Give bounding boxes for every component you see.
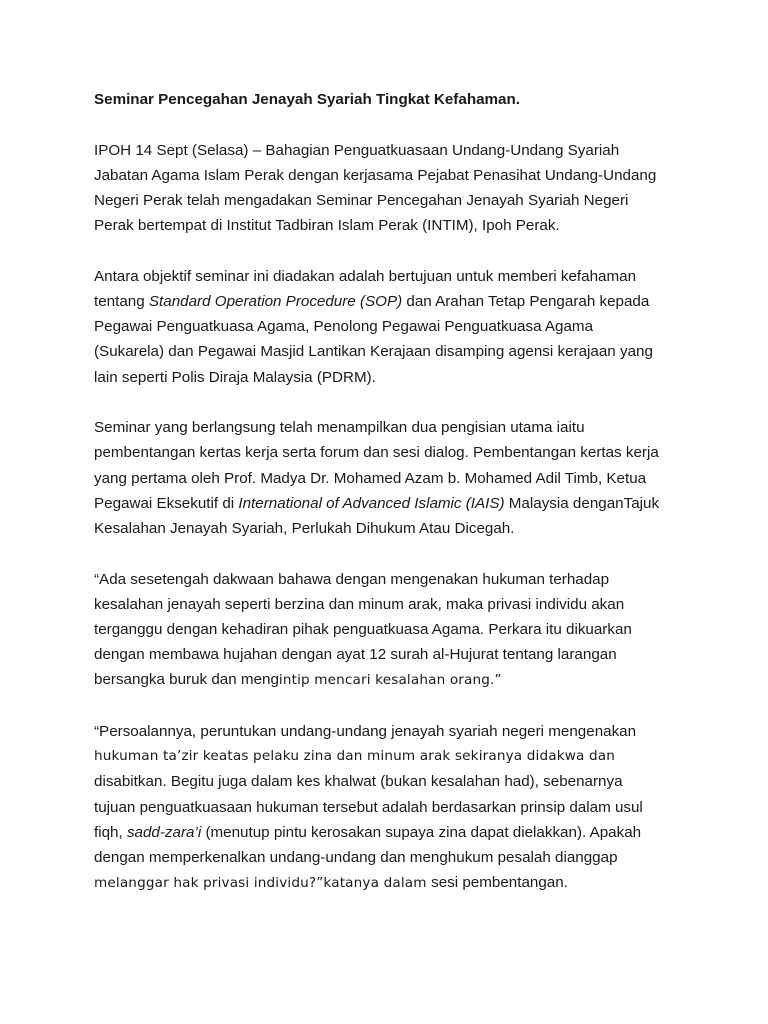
text-line: Kesalahan Jenayah Syariah, Perlukah Dihukum Atau Dicegah. (94, 520, 515, 538)
text-line (94, 820, 694, 845)
text-segment: Malaysia denganTajuk (504, 494, 660, 512)
text-line (94, 491, 694, 516)
text-segment: melanggar hak privasi individu?”katanya dalam (94, 875, 432, 892)
text-line (94, 289, 694, 314)
italic-term-sop: Standard Operation Procedure (SOP) (148, 293, 403, 310)
paragraph-quote-1 (94, 567, 694, 694)
text-line: tujuan penguatkuasaan hukuman tersebut adalah berdasarkan prinsip dalam usul (94, 798, 643, 816)
text-line: “Persoalannya, peruntukan undang-undang jenayah syariah negeri mengenakan (94, 723, 637, 741)
text-line: pembentangan kertas kerja serta forum dan sesi dialog. Pembentangan kertas kerja (94, 444, 659, 462)
text-line: Seminar yang berlangsung telah menampilkan dua pengisian utama iaitu (94, 419, 585, 437)
text-line: Perak bertempat di Institut Tadbiran Islam Perak (INTIM), Ipoh Perak. (94, 217, 560, 235)
text-segment: intip mencari kesalahan orang.” (278, 672, 502, 689)
text-line: Negeri Perak telah mengadakan Seminar Pencegahan Jenayah Syariah Negeri (94, 192, 629, 209)
italic-term-sadd-zarai: sadd-zara’i (126, 823, 202, 841)
text-line: dengan membawa hujahan dengan ayat 12 surah al-Hujurat tentang larangan (94, 646, 617, 664)
document-title: Seminar Pencegahan Jenayah Syariah Tingkat Kefahaman. (94, 91, 520, 108)
text-line: yang pertama oleh Prof. Madya Dr. Mohamed Azam b. Mohamed Adil Timb, Ketua (94, 469, 647, 487)
italic-term-iais: International of Advanced Islamic (IAIS) (238, 494, 505, 512)
document-page (94, 87, 694, 922)
text-segment: dan Arahan Tetap Pengarah kepada (402, 293, 650, 310)
text-line: Jabatan Agama Islam Perak dengan kerjasama Pejabat Penasihat Undang-Undang (94, 166, 657, 184)
text-line: terganggu dengan kehadiran pihak penguatkuasa Agama. Perkara itu dikuarkan (94, 621, 632, 639)
text-line: hukuman ta’zir keatas pelaku zina dan minum arak sekiranya didakwa dan (94, 748, 615, 765)
text-segment: tentang (94, 293, 149, 310)
text-line: Pegawai Penguatkuasa Agama, Penolong Pegawai Penguatkuasa Agama (94, 318, 594, 336)
paragraph-intro (94, 138, 694, 239)
text-line: Antara objektif seminar ini diadakan adalah bertujuan untuk memberi kefahaman (94, 267, 637, 285)
text-line: “Ada sesetengah dakwaan bahawa dengan mengenakan hukuman terhadap (94, 570, 610, 588)
text-segment: fiqh, (94, 823, 127, 841)
text-line (94, 870, 694, 896)
text-line: disabitkan. Begitu juga dalam kes khalwat (bukan kesalahan had), sebenarnya (94, 773, 623, 791)
text-line (94, 667, 694, 693)
text-line: lain seperti Polis Diraja Malaysia (PDRM). (94, 368, 376, 386)
text-line: IPOH 14 Sept (Selasa) – Bahagian Penguatkuasaan Undang-Undang Syariah (94, 141, 620, 159)
text-line: kesalahan jenayah seperti berzina dan minum arak, maka privasi individu akan (94, 595, 625, 613)
text-segment: (menutup pintu kerosakan supaya zina dapat dielakkan). Apakah (201, 823, 642, 841)
paragraph-program (94, 415, 694, 541)
paragraph-objective (94, 264, 694, 390)
text-segment: sesi pembentangan. (431, 874, 568, 892)
text-segment: bersangka buruk dan meng (94, 671, 279, 689)
text-line: dengan memperkenalkan undang-undang dan menghukum pesalah dianggap (94, 849, 618, 867)
text-line: (Sukarela) dan Pegawai Masjid Lantikan Kerajaan disamping agensi kerajaan yang (94, 343, 653, 361)
text-segment: Pegawai Eksekutif di (94, 494, 239, 512)
paragraph-quote-2 (94, 719, 694, 896)
